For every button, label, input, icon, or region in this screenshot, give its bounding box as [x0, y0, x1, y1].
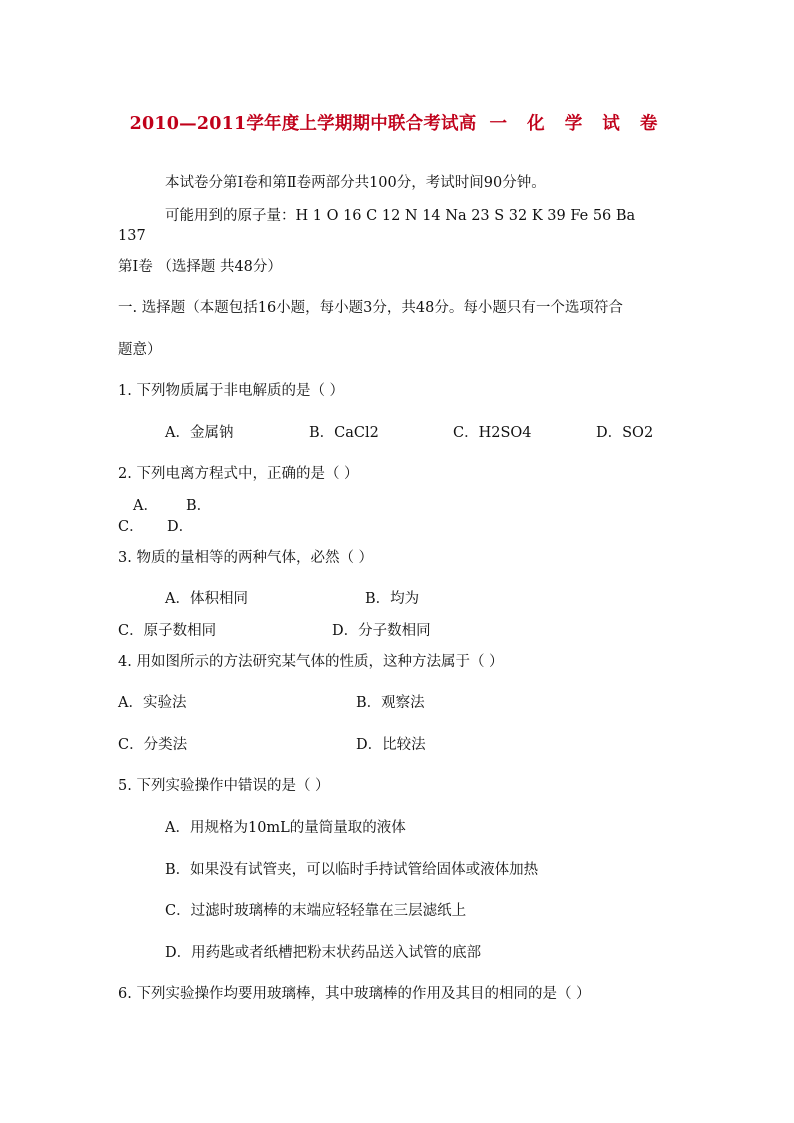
question-3-option-a: A．体积相同 [165, 591, 248, 607]
question-3-option-d: D．分子数相同 [332, 623, 431, 639]
exam-title-main: 2010—2011学年度上学期期中联合考试高 [129, 114, 477, 134]
intro-line-2-cont: 137 [118, 228, 146, 244]
exam-title-subject: 一 化 学 试 卷 [476, 114, 665, 134]
question-4-option-c: C．分类法 [118, 737, 188, 753]
intro-line-1: 本试卷分第Ⅰ卷和第Ⅱ卷两部分共100分，考试时间90分钟。 [165, 175, 546, 191]
question-5-option-d: D．用药匙或者纸槽把粉末状药品送入试管的底部 [165, 945, 482, 961]
question-4-option-d: D．比较法 [356, 737, 426, 753]
section-heading-cont: 题意） [118, 342, 162, 358]
question-2-option-d: D． [167, 519, 194, 535]
question-2-option-a: A． [133, 498, 158, 514]
question-6-stem: 6. 下列实验操作均要用玻璃棒，其中玻璃棒的作用及其目的相同的是（ ） [118, 986, 591, 1002]
question-3-stem: 3. 物质的量相等的两种气体，必然（ ） [118, 550, 374, 566]
question-2-option-b: B． [186, 498, 212, 514]
question-1-option-c: C．H2SO4 [453, 425, 532, 441]
section-heading: 一. 选择题（本题包括16小题，每小题3分，共48分。每小题只有一个选项符合 [118, 300, 623, 316]
question-1-option-d: D．SO2 [596, 425, 654, 441]
exam-title [0, 110, 794, 135]
question-3-option-c: C．原子数相同 [118, 623, 217, 639]
question-4-option-b: B．观察法 [356, 695, 425, 711]
question-1-stem: 1. 下列物质属于非电解质的是（ ） [118, 383, 345, 399]
question-5-option-c: C．过滤时玻璃棒的末端应轻轻靠在三层滤纸上 [165, 903, 467, 919]
question-4-option-a: A．实验法 [118, 695, 187, 711]
question-3-option-b: B．均为 [365, 591, 420, 607]
question-1-option-b: B．CaCl2 [309, 425, 379, 441]
part1-heading: 第Ⅰ卷 （选择题 共48分） [118, 259, 282, 275]
question-5-stem: 5. 下列实验操作中错误的是（ ） [118, 778, 330, 794]
question-5-option-b: B．如果没有试管夹，可以临时手持试管给固体或液体加热 [165, 862, 539, 878]
question-5-option-a: A．用规格为10mL的量筒量取的液体 [165, 820, 406, 836]
question-2-stem: 2. 下列电离方程式中，正确的是（ ） [118, 466, 359, 482]
question-4-stem: 4. 用如图所示的方法研究某气体的性质，这种方法属于（ ） [118, 654, 504, 670]
question-2-option-c: C． [118, 519, 144, 535]
intro-line-2: 可能用到的原子量：H 1 O 16 C 12 N 14 Na 23 S 32 K 39 Fe 56 Ba [165, 208, 636, 224]
question-1-option-a: A．金属钠 [165, 425, 234, 441]
